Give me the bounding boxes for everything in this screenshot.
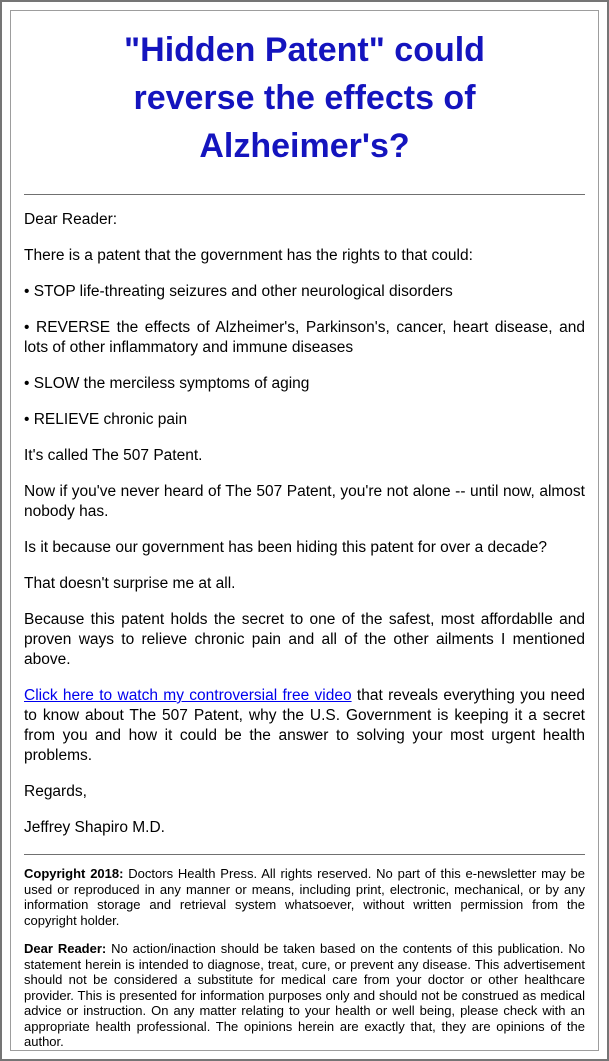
copyright-paragraph <box>24 866 585 928</box>
disclaimer-text: No action/inaction should be taken based on the contents of this publication. No statement herein is intended to diagnose, treat, cure, or prevent any disease. This advertisement should not be considered a substitute for medical care from your doctor or other healthcare provider. This is presented for information purposes only and should not be construed as medical advice or instruction. On any matter relating to your health or well being, please check with an appropriate health professional. The opinions herein are exactly that, they are opinions of the author. <box>24 941 585 1049</box>
copyright-text: Doctors Health Press. All rights reserved. No part of this e-newsletter may be used or reproduced in any manner or means, including print, electronic, mechanical, or by any information storage and retrieval system whatsoever, without written permission from the copyright holder. <box>24 866 586 928</box>
watch-video-link[interactable]: Click here to watch my controversial free video <box>24 687 352 704</box>
paragraph-secret: Because this patent holds the secret to one of the safest, most affordablle and proven ways to relieve chronic pain and all of the other ailments I mentioned above. <box>24 611 585 668</box>
bullet-reverse: • REVERSE the effects of Alzheimer's, Parkinson's, cancer, heart disease, and lots of other inflammatory and immune diseases <box>24 319 585 356</box>
letter-body <box>24 210 585 838</box>
bullet-relieve: • RELIEVE chronic pain <box>24 411 188 428</box>
intro-paragraph: There is a patent that the government has the rights to that could: <box>24 247 473 264</box>
cta-paragraph <box>24 686 585 766</box>
bullet-slow: • SLOW the merciless symptoms of aging <box>24 375 310 392</box>
disclaimer-label: Dear Reader: <box>24 941 107 956</box>
closing: Regards, <box>24 783 87 800</box>
headline-line-3: Alzheimer's? <box>199 127 410 165</box>
paragraph-never-heard: Now if you've never heard of The 507 Patent, you're not alone -- until now, almost nobody has. <box>24 483 585 520</box>
salutation: Dear Reader: <box>24 211 118 228</box>
paragraph-its-called: It's called The 507 Patent. <box>24 447 203 464</box>
paragraph-is-it-because: Is it because our government has been hiding this patent for over a decade? <box>24 539 548 556</box>
footer-divider <box>24 854 585 855</box>
content-frame <box>10 10 599 1051</box>
headline-line-1: "Hidden Patent" could <box>124 31 485 69</box>
footer <box>24 866 585 1050</box>
headline-divider <box>24 194 585 195</box>
disclaimer-paragraph <box>24 941 585 1050</box>
cta-after-link-text: that reveals everything you need to know about The 507 Patent, why the U.S. Government is keeping it a secret from you and how it could be the answer to solving your most urgent health problems. <box>24 687 585 764</box>
signature: Jeffrey Shapiro M.D. <box>24 819 165 836</box>
copyright-label: Copyright 2018: <box>24 866 124 881</box>
bullet-stop: • STOP life-threating seizures and other neurological disorders <box>24 283 453 300</box>
page-title <box>24 26 585 170</box>
headline-line-2: reverse the effects of <box>133 79 476 117</box>
paragraph-no-surprise: That doesn't surprise me at all. <box>24 575 236 592</box>
